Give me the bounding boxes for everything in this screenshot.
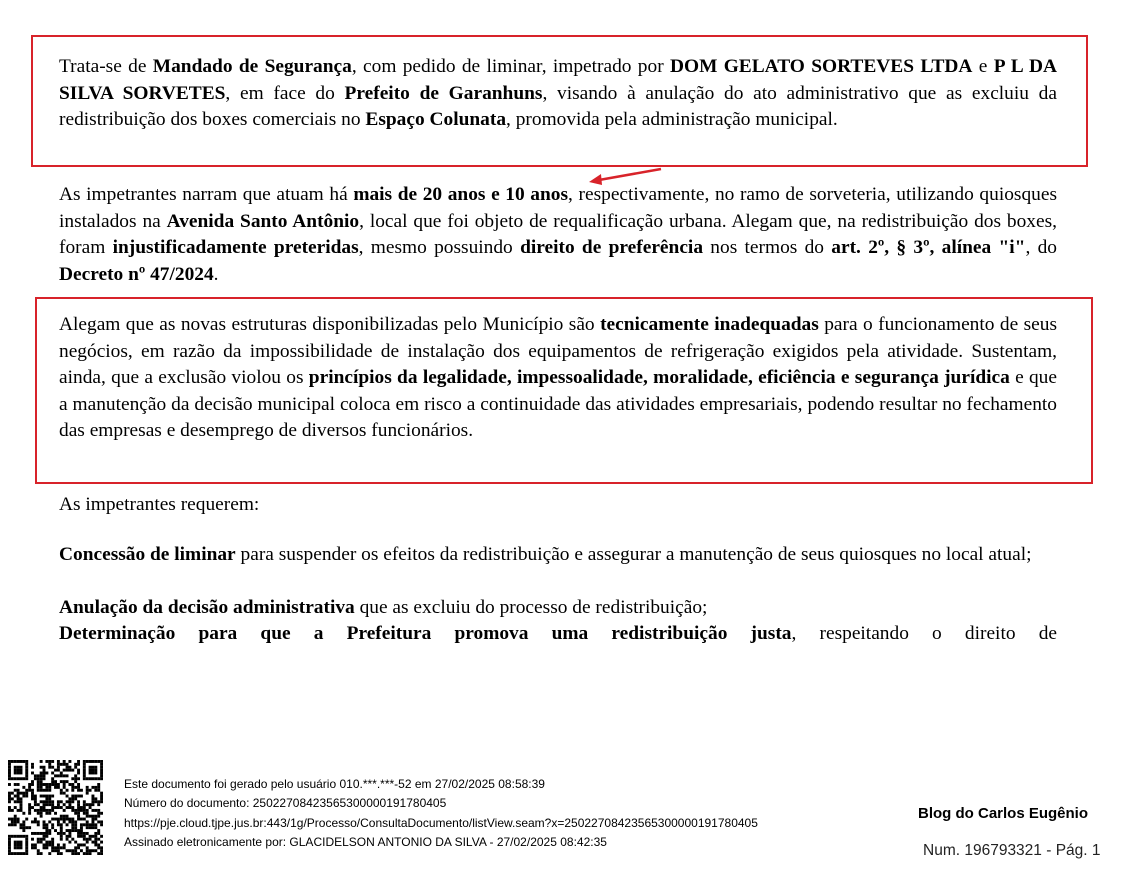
text-run: , com pedido de liminar, impetrado por bbox=[351, 56, 670, 77]
footer-url-link[interactable]: https://pje.cloud.tjpe.jus.br:443/1g/Processo/ConsultaDocumento/listView.seam?x=25022708423565300000191780405 bbox=[124, 816, 758, 830]
text-run: Alegam que as novas estruturas disponibilizadas pelo Município são bbox=[59, 314, 601, 335]
page-number: Num. 196793321 - Pág. 1 bbox=[923, 842, 1101, 859]
blog-name-watermark: Blog do Carlos Eugênio bbox=[918, 805, 1089, 822]
text-run: , do bbox=[1025, 237, 1057, 259]
text-run: , em face do bbox=[225, 82, 345, 104]
bold-text: direito de preferência bbox=[520, 237, 704, 259]
text-run: , respeitando o direito de bbox=[791, 623, 1057, 644]
request-item-liminar bbox=[59, 542, 1057, 569]
text-run: Trata-se de bbox=[59, 56, 153, 77]
text-run: e bbox=[972, 56, 994, 77]
paragraph-intro bbox=[59, 54, 1057, 134]
text-run: , mesmo possuindo bbox=[358, 237, 521, 259]
text-run: , visando à anulação do ato administrativo que as excluiu da redistribuição dos boxes comerciais no bbox=[59, 82, 1057, 131]
bold-text: Decreto nº 47/2024 bbox=[59, 263, 214, 285]
footer-document-number: Número do documento: 25022708423565300000191780405 bbox=[124, 796, 447, 810]
text-run: . bbox=[213, 263, 219, 285]
bold-text: princípios da legalidade, impessoalidade, moralidade, eficiência e segurança jurídica bbox=[308, 367, 1010, 389]
bold-text: art. 2º, § 3º, alínea "i" bbox=[831, 237, 1026, 259]
request-item-anulacao bbox=[59, 595, 1057, 622]
text-run: , local que foi objeto de requalificação urbana. Alegam que, na redistribuição dos boxes, foram bbox=[59, 210, 1057, 259]
paragraph-requests-intro bbox=[59, 492, 1057, 519]
text-run: para o funcionamento de seus negócios, em razão da impossibilidade de instalação dos equipamentos de refrigeração exigidos pela atividade. Sustentam, ainda, que a exclusão violou os bbox=[59, 314, 1057, 389]
text-run: As impetrantes requerem: bbox=[59, 494, 260, 515]
paragraph-allegations bbox=[59, 312, 1057, 445]
paragraph-narrative bbox=[59, 182, 1057, 288]
bold-text: Avenida Santo Antônio bbox=[166, 210, 360, 232]
bold-text: Espaço Colunata bbox=[365, 109, 507, 131]
bold-text: injustificadamente preteridas bbox=[112, 237, 359, 259]
bold-text: P L DA SILVA SORVETES bbox=[59, 56, 1057, 104]
text-run: nos termos do bbox=[703, 237, 832, 259]
bold-text: mais de 20 anos e 10 anos bbox=[353, 184, 569, 205]
footer-signed-by: Assinado eletronicamente por: GLACIDELSON ANTONIO DA SILVA - 27/02/2025 08:42:35 bbox=[124, 835, 607, 849]
text-run: , respectivamente, no ramo de sorveteria, utilizando quiosques instalados na bbox=[59, 184, 1057, 232]
qr-code-icon bbox=[8, 760, 103, 855]
bold-text: Concessão de liminar bbox=[59, 544, 236, 565]
text-run: e que a manutenção da decisão municipal coloca em risco a continuidade das atividades empresariais, podendo resultar no fechamento das empresas e desemprego de diversos funcionários. bbox=[59, 367, 1057, 442]
bold-text: Prefeito de Garanhuns bbox=[344, 82, 543, 104]
footer-generated-by: Este documento foi gerado pelo usuário 010.***.***-52 em 27/02/2025 08:58:39 bbox=[124, 777, 545, 791]
text-run: , promovida pela administração municipal. bbox=[506, 109, 838, 131]
text-run: para suspender os efeitos da redistribuição e assegurar a manutenção de seus quiosques no local atual; bbox=[235, 544, 1032, 565]
bold-text: Anulação da decisão administrativa bbox=[59, 597, 355, 618]
bold-text: Determinação para que a Prefeitura promova uma redistribuição justa bbox=[59, 623, 792, 644]
bold-text: tecnicamente inadequadas bbox=[600, 314, 819, 335]
text-run: As impetrantes narram que atuam há bbox=[59, 184, 354, 205]
request-item-determinacao bbox=[59, 621, 1057, 648]
text-run: que as excluiu do processo de redistribuição; bbox=[354, 597, 708, 618]
bold-text: Mandado de Segurança bbox=[152, 56, 352, 77]
bold-text: DOM GELATO SORTEVES LTDA bbox=[670, 56, 973, 77]
